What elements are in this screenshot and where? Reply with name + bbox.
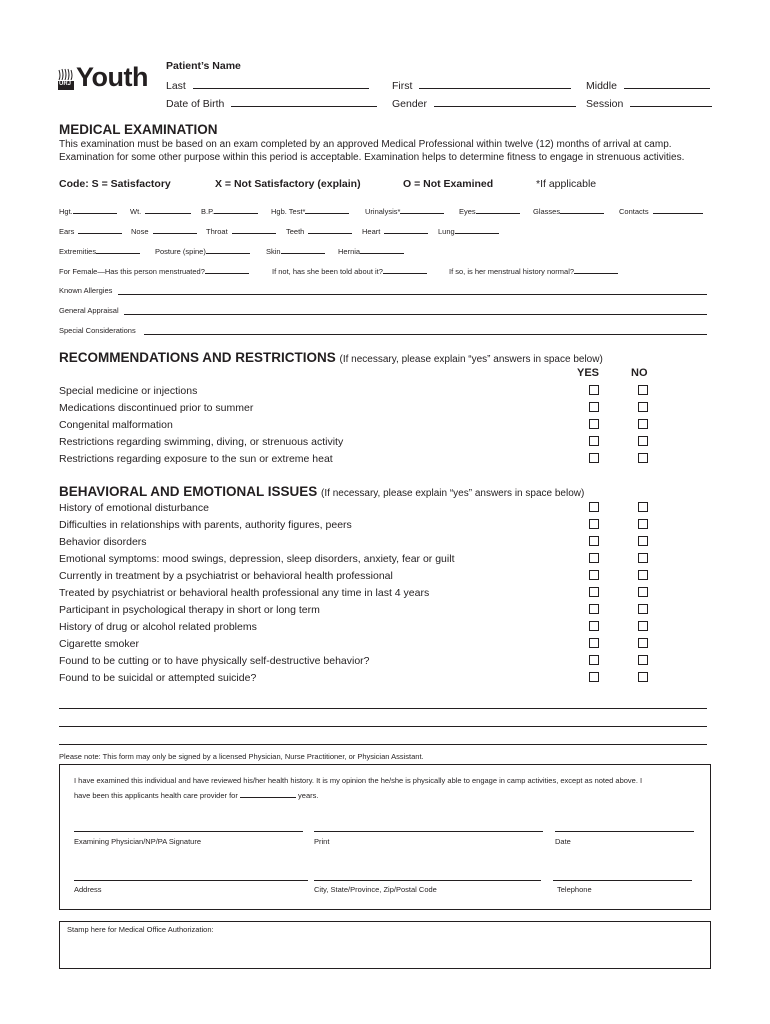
- explanation-line[interactable]: [59, 708, 707, 709]
- extremities-label: Extremities: [59, 247, 97, 256]
- ears-field[interactable]: [78, 225, 122, 234]
- beh-no-checkbox[interactable]: [638, 519, 648, 529]
- last-name-field[interactable]: [193, 78, 369, 89]
- nose-label: Nose: [131, 227, 149, 236]
- beh-yes-checkbox[interactable]: [589, 604, 599, 614]
- hernia-field[interactable]: [360, 245, 404, 254]
- throat-label: Throat: [206, 227, 228, 236]
- beh-yes-checkbox[interactable]: [589, 536, 599, 546]
- statement-line-1: I have examined this individual and have reviewed his/her health history. It is my opinion the he/she is physically able to engage in camp activities, except as noted above. I: [74, 776, 643, 785]
- statement-line-2: have been this applicants health care provider for: [74, 791, 238, 800]
- rec-no-checkbox[interactable]: [638, 453, 648, 463]
- beh-item: Participant in psychological therapy in short or long term: [59, 604, 320, 616]
- urinalysis-label: Urinalysis*: [365, 207, 401, 216]
- glasses-field[interactable]: [560, 205, 604, 214]
- posture-label: Posture (spine): [155, 247, 206, 256]
- history-normal-field[interactable]: [574, 265, 618, 274]
- beh-item: Behavior disorders: [59, 536, 147, 548]
- hernia-label: Hernia: [338, 247, 361, 256]
- wt-label: Wt.: [130, 207, 142, 216]
- urinalysis-field[interactable]: [400, 205, 444, 214]
- rec-yes-checkbox[interactable]: [589, 402, 599, 412]
- signature-label: Examining Physician/NP/PA Signature: [74, 837, 202, 846]
- appraisal-field[interactable]: [124, 314, 707, 315]
- exam-desc-1: This examination must be based on an exam completed by an approved Medical Professional within twelve (12) months of arrival at camp.: [59, 139, 672, 150]
- beh-no-checkbox[interactable]: [638, 604, 648, 614]
- rec-yes-checkbox[interactable]: [589, 385, 599, 395]
- contacts-field[interactable]: [653, 205, 703, 214]
- city-label: City, State/Province, Zip/Postal Code: [314, 885, 437, 894]
- years-field[interactable]: [240, 789, 296, 798]
- telephone-field[interactable]: [553, 880, 692, 881]
- hgt-field[interactable]: [73, 205, 117, 214]
- signature-field[interactable]: [74, 831, 303, 832]
- session-label: Session: [586, 98, 624, 110]
- beh-yes-checkbox[interactable]: [589, 587, 599, 597]
- hgb-field[interactable]: [305, 205, 349, 214]
- logo: [58, 62, 148, 95]
- beh-yes-checkbox[interactable]: [589, 519, 599, 529]
- beh-no-checkbox[interactable]: [638, 672, 648, 682]
- beh-no-checkbox[interactable]: [638, 638, 648, 648]
- beh-item: Found to be cutting or to have physically self-destructive behavior?: [59, 655, 370, 667]
- yes-header: YES: [577, 367, 600, 379]
- special-label: Special Considerations: [59, 326, 136, 335]
- code-if-applicable: *If applicable: [536, 178, 597, 190]
- stamp-label: Stamp here for Medical Office Authorization:: [67, 925, 214, 934]
- contacts-label: Contacts: [619, 207, 649, 216]
- eyes-label: Eyes: [459, 207, 476, 216]
- lung-field[interactable]: [455, 225, 499, 234]
- rec-no-checkbox[interactable]: [638, 385, 648, 395]
- beh-no-checkbox[interactable]: [638, 621, 648, 631]
- throat-field[interactable]: [232, 225, 276, 234]
- sign-note: Please note: This form may only be signed by a licensed Physician, Nurse Practitioner, or Physician Assistant.: [59, 752, 424, 761]
- exam-desc-2: Examination for some other purpose within this period is acceptable. Examination helps to determine fitness to engage in strenuous activities.: [59, 152, 685, 163]
- extremities-field[interactable]: [96, 245, 140, 254]
- beh-yes-checkbox[interactable]: [589, 570, 599, 580]
- address-label: Address: [74, 885, 102, 894]
- history-normal-label: If so, is her menstrual history normal?: [449, 267, 575, 276]
- beh-no-checkbox[interactable]: [638, 502, 648, 512]
- rec-item-special-medicine: Special medicine or injections: [59, 385, 198, 397]
- rec-item-meds-discontinued: Medications discontinued prior to summer: [59, 402, 254, 414]
- no-header: NO: [631, 367, 648, 379]
- skin-field[interactable]: [281, 245, 325, 254]
- teeth-label: Teeth: [286, 227, 305, 236]
- teeth-field[interactable]: [308, 225, 352, 234]
- gender-field[interactable]: [434, 96, 576, 107]
- bp-label: B.P.: [201, 207, 215, 216]
- beh-no-checkbox[interactable]: [638, 655, 648, 665]
- allergies-field[interactable]: [118, 294, 707, 295]
- beh-item: Emotional symptoms: mood swings, depression, sleep disorders, anxiety, fear or guilt: [59, 553, 455, 565]
- behavioral-title: BEHAVIORAL AND EMOTIONAL ISSUES (If necessary, please explain “yes” answers in space below): [59, 484, 585, 499]
- dob-field[interactable]: [231, 96, 377, 107]
- bp-field[interactable]: [214, 205, 258, 214]
- beh-yes-checkbox[interactable]: [589, 553, 599, 563]
- dob-label: Date of Birth: [166, 98, 225, 110]
- exam-title: MEDICAL EXAMINATION: [59, 122, 218, 137]
- address-field[interactable]: [74, 880, 308, 881]
- nose-field[interactable]: [153, 225, 197, 234]
- appraisal-label: General Appraisal: [59, 306, 119, 315]
- explanation-line[interactable]: [59, 726, 707, 727]
- rec-no-checkbox[interactable]: [638, 419, 648, 429]
- patient-name-label: Patient’s Name: [166, 60, 241, 72]
- beh-yes-checkbox[interactable]: [589, 621, 599, 631]
- code-not-satisfactory: X = Not Satisfactory (explain): [215, 178, 361, 190]
- beh-yes-checkbox[interactable]: [589, 655, 599, 665]
- beh-item: Difficulties in relationships with parents, authority figures, peers: [59, 519, 352, 531]
- code-satisfactory: Code: S = Satisfactory: [59, 178, 171, 190]
- behavioral-note: (If necessary, please explain “yes” answers in space below): [321, 488, 585, 499]
- hgt-label: Hgt.: [59, 207, 73, 216]
- recommendations-note: (If necessary, please explain “yes” answers in space below): [339, 354, 603, 365]
- rec-no-checkbox[interactable]: [638, 436, 648, 446]
- rec-yes-checkbox[interactable]: [589, 436, 599, 446]
- ears-label: Ears: [59, 227, 75, 236]
- heart-field[interactable]: [384, 225, 428, 234]
- beh-item: History of emotional disturbance: [59, 502, 209, 514]
- beh-yes-checkbox[interactable]: [589, 638, 599, 648]
- print-field[interactable]: [314, 831, 543, 832]
- last-label: Last: [166, 80, 186, 92]
- beh-item: Cigarette smoker: [59, 638, 139, 650]
- date-field[interactable]: [555, 831, 694, 832]
- special-field[interactable]: [144, 334, 707, 335]
- rec-item-sun: Restrictions regarding exposure to the sun or extreme heat: [59, 453, 333, 465]
- told-label: If not, has she been told about it?: [272, 267, 383, 276]
- logo-text: Youth: [76, 62, 148, 92]
- logo-small-text: URJ: [59, 81, 72, 87]
- gender-label: Gender: [392, 98, 428, 110]
- middle-label: Middle: [586, 80, 617, 92]
- skin-label: Skin: [266, 247, 281, 256]
- beh-no-checkbox[interactable]: [638, 536, 648, 546]
- rec-yes-checkbox[interactable]: [589, 453, 599, 463]
- eyes-field[interactable]: [476, 205, 520, 214]
- beh-item: Found to be suicidal or attempted suicide?: [59, 672, 257, 684]
- beh-item: Currently in treatment by a psychiatrist or behavioral health professional: [59, 570, 393, 582]
- date-label: Date: [555, 837, 571, 846]
- middle-name-field[interactable]: [624, 78, 710, 89]
- print-label: Print: [314, 837, 330, 846]
- session-field[interactable]: [630, 96, 712, 107]
- allergies-label: Known Allergies: [59, 286, 113, 295]
- glasses-label: Glasses: [533, 207, 561, 216]
- beh-no-checkbox[interactable]: [638, 587, 648, 597]
- heart-label: Heart: [362, 227, 381, 236]
- first-name-field[interactable]: [419, 78, 571, 89]
- rec-item-swimming: Restrictions regarding swimming, diving, or strenuous activity: [59, 436, 344, 448]
- posture-field[interactable]: [206, 245, 250, 254]
- hgb-label: Hgb. Test*: [271, 207, 306, 216]
- beh-yes-checkbox[interactable]: [589, 502, 599, 512]
- lung-label: Lung: [438, 227, 455, 236]
- code-not-examined: O = Not Examined: [403, 178, 494, 190]
- menstruated-field[interactable]: [205, 265, 249, 274]
- beh-item: History of drug or alcohol related problems: [59, 621, 257, 633]
- city-field[interactable]: [314, 880, 541, 881]
- wt-field[interactable]: [145, 205, 191, 214]
- recommendations-title: RECOMMENDATIONS AND RESTRICTIONS (If necessary, please explain “yes” answers in space below): [59, 350, 603, 365]
- statement-years: years.: [298, 791, 319, 800]
- first-label: First: [392, 80, 413, 92]
- beh-item: Treated by psychiatrist or behavioral health professional any time in last 4 years: [59, 587, 430, 599]
- beh-no-checkbox[interactable]: [638, 570, 648, 580]
- telephone-label: Telephone: [557, 885, 592, 894]
- rec-yes-checkbox[interactable]: [589, 419, 599, 429]
- explanation-line[interactable]: [59, 744, 707, 745]
- rec-item-congenital: Congenital malformation: [59, 419, 173, 431]
- rec-no-checkbox[interactable]: [638, 402, 648, 412]
- beh-yes-checkbox[interactable]: [589, 672, 599, 682]
- told-field[interactable]: [383, 265, 427, 274]
- beh-no-checkbox[interactable]: [638, 553, 648, 563]
- menstruated-label: For Female—Has this person menstruated?: [59, 267, 205, 276]
